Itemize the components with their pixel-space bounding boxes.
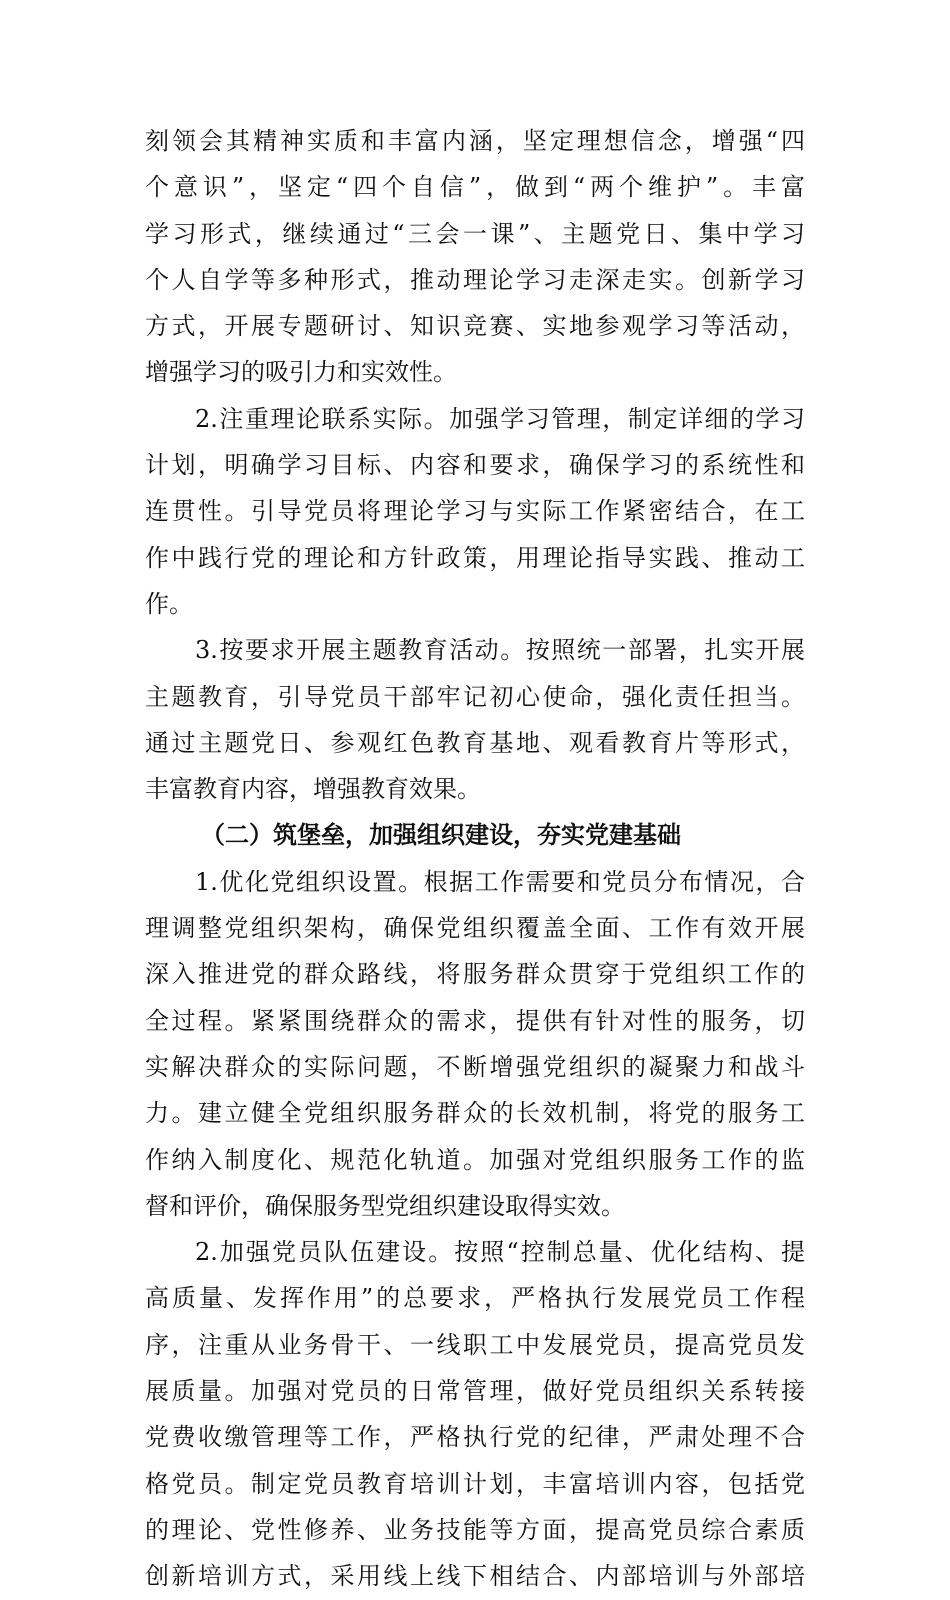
text-line: 通过主题党日、参观红色教育基地、观看教育片等形式， [145, 728, 805, 757]
text-line: 丰富教育内容，增强教育效果。 [145, 775, 481, 804]
text-line: 作纳入制度化、规范化轨道。加强对党组织服务工作的监 [145, 1145, 805, 1174]
paragraph-start-line: 2.注重理论联系实际。加强学习管理，制定详细的学习 [195, 404, 805, 433]
text-line: 实解决群众的实际问题，不断增强党组织的凝聚力和战斗 [145, 1052, 805, 1081]
text-line: 深入推进党的群众路线，将服务群众贯穿于党组织工作的 [145, 960, 805, 989]
text-line: 方式，开展专题研讨、知识竞赛、实地参观学习等活动， [145, 312, 805, 341]
text-line: 作。 [145, 589, 193, 618]
document-body [145, 118, 805, 1600]
text-line: 增强学习的吸引力和实效性。 [145, 358, 457, 387]
section-heading: （二）筑堡垒，加强组织建设，夯实党建基础 [201, 820, 681, 850]
text-line: 的理论、党性修养、业务技能等方面，提高党员综合素质 [145, 1515, 805, 1544]
paragraph-start-line: 3.按要求开展主题教育活动。按照统一部署，扎实开展 [195, 636, 805, 665]
text-line: 个人自学等多种形式，推动理论学习走深走实。创新学习 [145, 265, 805, 294]
text-line: 序，注重从业务骨干、一线职工中发展党员，提高党员发 [145, 1330, 805, 1359]
text-line: 格党员。制定党员教育培训计划，丰富培训内容，包括党 [145, 1469, 805, 1498]
text-line: 作中践行党的理论和方针政策，用理论指导实践、推动工 [145, 543, 805, 572]
text-line: 计划，明确学习目标、内容和要求，确保学习的系统性和 [145, 451, 805, 480]
text-line: 全过程。紧紧围绕群众的需求，提供有针对性的服务，切 [145, 1006, 805, 1035]
text-line: 个意识”，坚定“四个自信”，做到“两个维护”。丰富 [145, 173, 805, 202]
text-line: 力。建立健全党组织服务群众的长效机制，将党的服务工 [145, 1099, 805, 1128]
text-line: 刻领会其精神实质和丰富内涵，坚定理想信念，增强“四 [145, 127, 805, 155]
paragraph-start-line: 2.加强党员队伍建设。按照“控制总量、优化结构、提 [195, 1238, 805, 1267]
text-line: 党费收缴管理等工作，严格执行党的纪律，严肃处理不合 [145, 1423, 805, 1452]
text-line: 督和评价，确保服务型党组织建设取得实效。 [145, 1191, 625, 1220]
paragraph-start-line: 1.优化党组织设置。根据工作需要和党员分布情况，合 [195, 867, 805, 896]
text-line: 创新培训方式，采用线上线下相结合、内部培训与外部培 [145, 1562, 805, 1591]
text-line: 连贯性。引导党员将理论学习与实际工作紧密结合，在工 [145, 497, 805, 526]
text-line: 学习形式，继续通过“三会一课”、主题党日、集中学习 [145, 219, 805, 248]
text-line: 展质量。加强对党员的日常管理，做好党员组织关系转接 [145, 1377, 805, 1406]
text-line: 主题教育，引导党员干部牢记初心使命，强化责任担当。 [145, 682, 805, 711]
text-line: 理调整党组织架构，确保党组织覆盖全面、工作有效开展 [145, 914, 805, 943]
text-line: 高质量、发挥作用”的总要求，严格执行发展党员工作程 [145, 1284, 805, 1313]
